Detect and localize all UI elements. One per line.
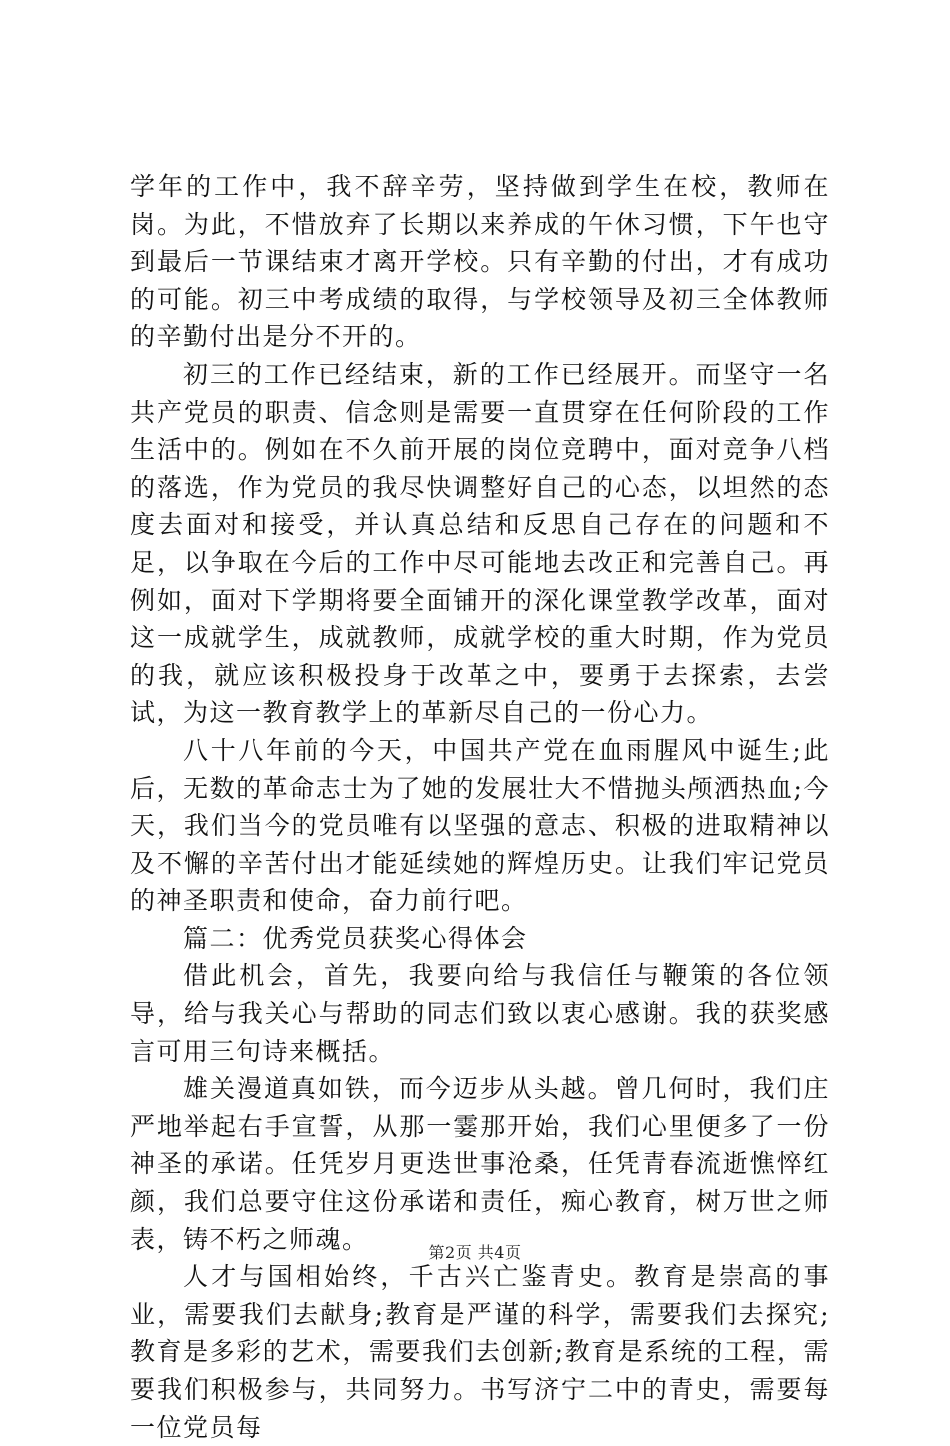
paragraph-4: 借此机会，首先，我要向给与我信任与鞭策的各位领导，给与我关心与帮助的同志们致以衷心感谢。我的获奖感言可用三句诗来概括。	[130, 961, 830, 1066]
paragraph-1: 学年的工作中，我不辞辛劳，坚持做到学生在校，教师在岗。为此，不惜放弃了长期以来养成的午休习惯，下午也守到最后一节课结束才离开学校。只有辛勤的付出，才有成功的可能。初三中考成绩的取得，与学校领导及初三全体教师的辛勤付出是分不开的。	[130, 172, 830, 352]
paragraph-5: 雄关漫道真如铁，而今迈步从头越。曾几何时，我们庄严地举起右手宣誓，从那一霎那开始，我们心里便多了一份神圣的承诺。任凭岁月更迭世事沧桑，任凭青春流逝憔悴红颜，我们总要守住这份承诺和责任，痴心教育，树万世之师表，铸不朽之师魂。	[130, 1074, 830, 1254]
page-number-label: 第2页 共4页	[428, 1243, 522, 1262]
paragraph-2: 初三的工作已经结束，新的工作已经展开。而坚守一名共产党员的职责、信念则是需要一直贯穿在任何阶段的工作生活中的。例如在不久前开展的岗位竞聘中，面对竞争八档的落选，作为党员的我尽快调整好自己的心态，以坦然的态度去面对和接受，并认真总结和反思自己存在的问题和不足，以争取在今后的工作中尽可能地去改正和完善自己。再例如，面对下学期将要全面铺开的深化课堂教学改革，面对这一成就学生，成就教师，成就学校的重大时期，作为党员的我，就应该积极投身于改革之中，要勇于去探索，去尝试，为这一教育教学上的革新尽自己的一份心力。	[130, 359, 830, 728]
section-heading: 篇二：优秀党员获奖心得体会	[183, 923, 528, 953]
page-footer	[0, 1240, 950, 1263]
paragraph-6: 人才与国相始终，千古兴亡鉴青史。教育是崇高的事业，需要我们去献身;教育是严谨的科学，需要我们去探究;教育是多彩的艺术，需要我们去创新;教育是系统的工程，需要我们积极参与，共同努力。书写济宁二中的青史，需要每一位党员每	[130, 1262, 830, 1442]
paragraph-3: 八十八年前的今天，中国共产党在血雨腥风中诞生;此后，无数的革命志士为了她的发展壮大不惜抛头颅洒热血;今天，我们当今的党员唯有以坚强的意志、积极的进取精神以及不懈的辛苦付出才能延续她的辉煌历史。让我们牢记党员的神圣职责和使命，奋力前行吧。	[130, 735, 830, 916]
